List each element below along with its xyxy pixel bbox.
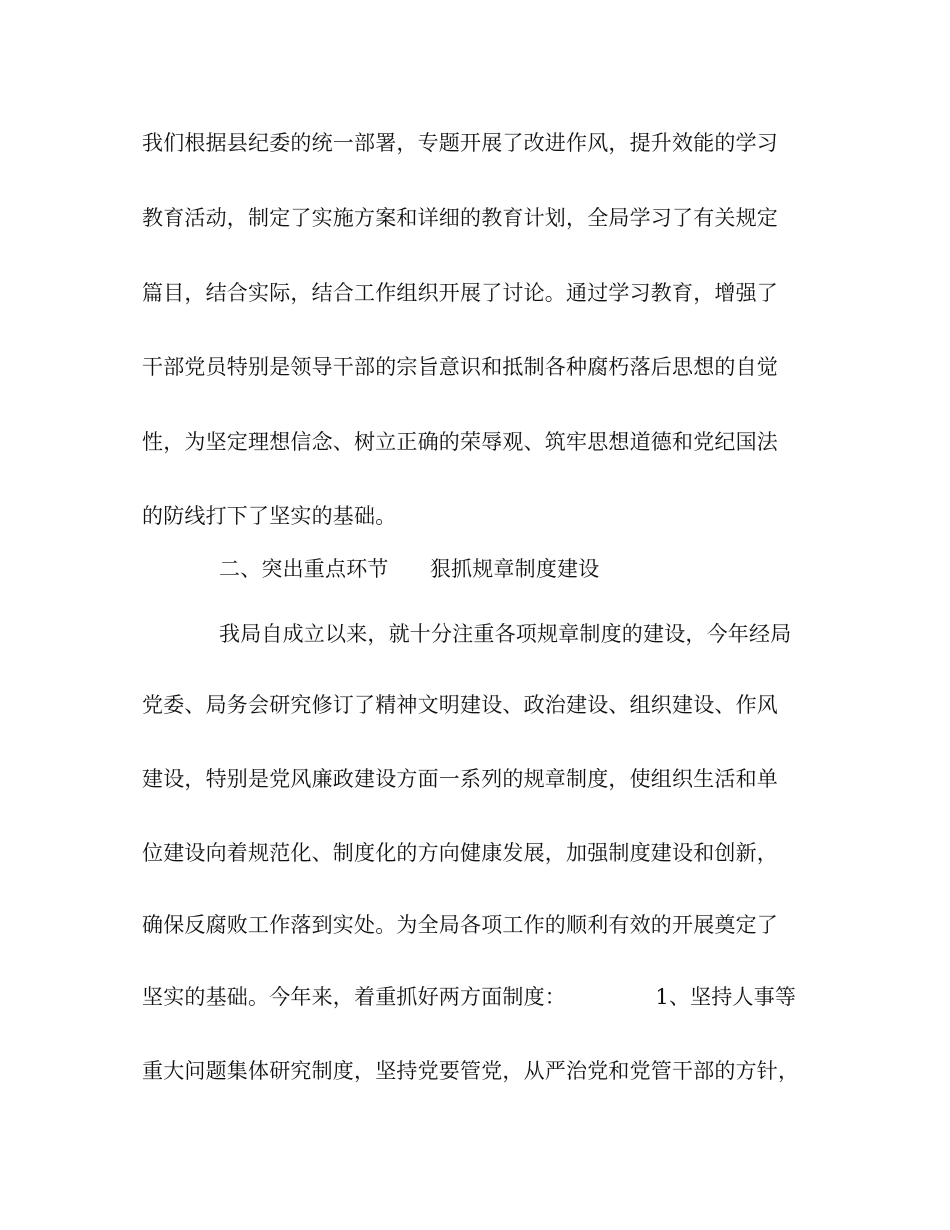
paragraph-line-2: 教育活动，制定了实施方案和详细的教育计划，全局学习了有关规定 [142, 206, 778, 230]
paragraph-line-13: 重大问题集体研究制度，坚持党要管党，从严治党和党管干部的方针， [142, 1059, 800, 1083]
paragraph-line-6: 的防线打下了坚实的基础。 [142, 504, 397, 528]
paragraph-line-4: 干部党员特别是领导干部的宗旨意识和抵制各种腐朽落后思想的自觉 [142, 355, 778, 379]
paragraph-line-7: 我局自成立以来，就十分注重各项规章制度的建设，今年经局 [219, 622, 792, 646]
paragraph-line-9: 建设，特别是党风廉政建设方面一系列的规章制度，使组织生活和单 [142, 767, 778, 791]
paragraph-line-11: 确保反腐败工作落到实处。为全局各项工作的顺利有效的开展奠定了 [142, 913, 778, 937]
paragraph-line-12: 坚实的基础。今年来，着重抓好两方面制度： 1、坚持人事等 [142, 985, 797, 1009]
paragraph-line-1: 我们根据县纪委的统一部署，专题开展了改进作风，提升效能的学习 [142, 131, 778, 155]
paragraph-line-10: 位建设向着规范化、制度化的方向健康发展，加强制度建设和创新， [142, 841, 778, 865]
paragraph-line-5: 性，为坚定理想信念、树立正确的荣辱观、筑牢思想道德和党纪国法 [142, 430, 778, 454]
paragraph-line-8: 党委、局务会研究修订了精神文明建设、政治建设、组织建设、作风 [142, 693, 778, 717]
section-heading: 二、突出重点环节 狠抓规章制度建设 [219, 557, 600, 581]
paragraph-line-3: 篇目，结合实际，结合工作组织开展了讨论。通过学习教育，增强了 [142, 281, 778, 305]
